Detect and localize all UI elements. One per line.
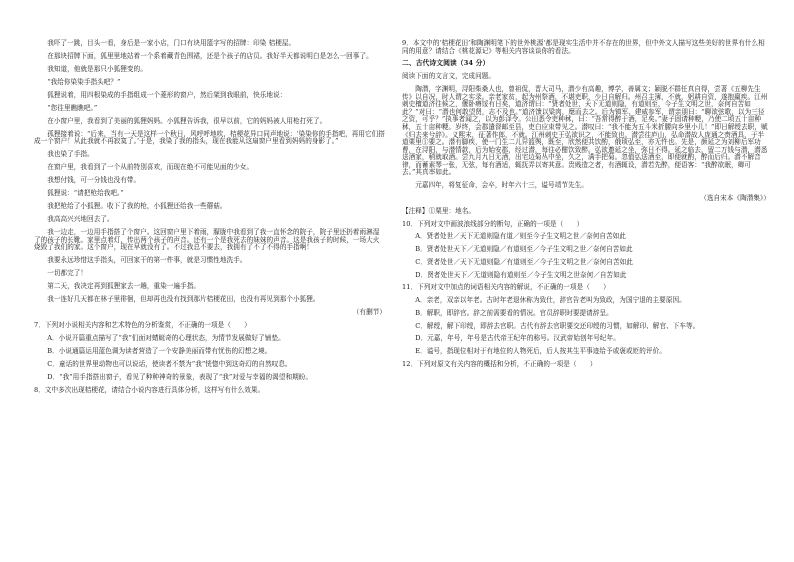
story-paragraph: 我吓了一跳，目头一看，身后是一家小店，门口有块用篮字写的招牌：印染 桔梗屋。 [47,39,296,47]
abridged-note: （有删节） [352,308,386,317]
left-column [34,40,386,400]
story-paragraph: 在那块招牌下面，狐里里地站着一个系着藏青色围裙，还是个孩子的店员。我好半天都说明白是怎么一回事了。 [47,51,373,60]
option-a: A．亲老，双亲以年老。古时年老退休称为致仕，辞官告老叫为致政，为国宁退的主要原因。 [415,296,686,305]
option-e: E．谥号，指现位相对于有地位的人物死后，后人按其生平事迹给予或褒或贬的评价。 [415,347,666,356]
option-a: A．贤者处世／天下无道则隐有道／则至今子生文明之世／奈何自苦如此 [415,232,626,241]
story-paragraph: 我知道，他就是那只小狐狸变的。 [47,64,147,73]
question-12: 12．下列对原文有关内容的概括和分析，不正确的一项是（ ） [402,359,597,368]
source-note: （选自宋本《陶潜集》） [700,194,770,202]
question-8: 8．文中多次出现桔梗花，请结合小说内容进行具体分析，这样写有什么效果。 [34,385,265,394]
story-paragraph: 在窗户里，我看到了一个从前特别喜欢，而现在绝不可能见面的少女。 [47,163,254,172]
question-11: 11．下列对文中加点的词语相关内容的解说，不正确的一项是（ ） [402,283,610,292]
option-d: D．贤者处世天下／无道则隐有道则至／今子生文明之世奈何／自苦如此 [415,270,627,279]
story-paragraph: “您往里瞧瞧吧。” [47,103,98,112]
reading-instruction: 阅读下面的文言文，完成问题。 [402,72,496,81]
option-c: C．解绶，解下印绶，即辞去官职。古代有辞去官职要交还印绶的习惯，如解印、解官、下车等。 [415,321,700,330]
option-b: B．小说通篇运用蓝色调为读者营造了一个安静美丽而带有忧伤的幻想之境。 [47,347,272,356]
story-paragraph: 我一连好几天都在林子里徘徊，但却再也没有找到那片桔梗花田，也没有再见到那个小狐狸。 [47,295,320,304]
option-c: C．贤者处世／天下无道则隐／有道则至／今子生文明之世／奈何自苦如此 [415,257,633,266]
question-10: 10．下列对文中画波浪线部分的断句，正确的一项是（ ） [402,219,584,228]
story-paragraph: 狐狸说着，用四根染成的手指组成一个菱形的窗户，然后架到我眼前，快乐地说： [47,90,287,99]
classical-passage-end: 元嘉四年，将复征命，会卒，时年六十三，谥号靖节先生。 [415,181,588,190]
question-9: 9．本文中的‘桔梗花田’和陶渊明笔下的世外桃源‘都是现实生活中并不存在的世界，但中外文人描写这些美好的世界有什么相同的用意？请结合《桃花源记》等相关内容谈谈你的看法。 [402,39,765,55]
story-paragraph: 我一边走，一边用手指搭了个窗户。这回窗户里下着雨，朦胧中我看到了我一直怀念的院子，院子里还扔着雨淋湿了的孩子的长靴。家里点着灯，传出两个孩子的声音。还有一个是我死去的妹妹的声音。这是我孩子的时候，一场大火烧毁了我们的家。这个窗户，现在早就没有了。不过我总不要去，我拥有了不了不得的手指啊！ [34,228,380,252]
option-a: A．小说开篇重点描写了“我”们面对蜻蜓奇的心理状态，为情节发展做好了铺垫。 [47,334,285,343]
story-paragraph: 第二天，我决定再到狐狸家去一趟，重染一遍手指。 [47,282,200,291]
option-b: B．贤者处世天下／无道则隐／有道则至／今子生文明之世／奈何自苦如此 [415,245,633,254]
story-paragraph: 我高高兴兴地回去了。 [47,215,114,224]
annotation: 【注释】①栗里：地名。 [402,206,476,215]
story-paragraph: 我要永远珍惜这手指头，可回家干的第一件事，就是习惯性地洗手。 [47,256,247,265]
option-d: D．元嘉，年号，年号是古代帝王纪年的称号。汉武帝始创年号纪年。 [415,334,620,343]
story-paragraph: 在小窗户里，我看到了美丽的狐狸妈妈。小狐狸告诉我，很早以前，它的妈妈被人用枪打死了。 [47,116,327,125]
story-paragraph: 狐狸说：“请把枪给我吧。” [47,189,124,198]
story-paragraph: 我想付钱，可一分钱也没有带。 [47,176,141,185]
right-column [402,40,770,374]
story-paragraph: 一切都完了！ [47,269,88,278]
story-paragraph: 孤狸接着说：“后来，当有一天是这样一个秋日，风呼呼地吹，桔梗花异口同声地说：‘染染你的手指吧，再用它们搭成一个窗户！从此我就不再寂寞了。’于是，我染了我的指头，现在我能从这扇窗户里看到妈妈的身影了。” [34,129,385,146]
classical-passage: 陶潜，字渊明，浔阳柴桑人也，曾祖侃，晋大司马，潜少有高趣，博学，善属文；颖脱不群任真自得，尝著《五柳先生传》以自况，时人谓之实录。亲老家贫，起为州祭酒，不堪吏职，少日自解归。州召主簿，不就，躬耕自资，遂抱羸疾。江州刺史檀道济往候之，偃卧瘠馁有日矣，道济谓曰：“贤者处世，天下无道则隐，有道则至，今子生文明之世，奈何自苦如此？”对曰：“潜也何敢望贤，志不及也。”道济馈以粱肉，麾而去之。后为镇军、建威参军，谓亲朋曰：“聊欲弦歌，以为三径之资，可乎？”执事者闻之，以为彭泽令。公田悉令吏种秫，曰：“吾常得醉于酒，足矣。”妻子固请种粳，乃使二顷五十亩种秫，五十亩种粳。岁终，会郡遣督邮至县，吏白应束带见之。潜叹曰：“我不能为五斗米折腰向乡里小儿！”即日解绶去职，赋《归去来兮辞》。义熙末，征著作郎，不就。江州刺史王弘欲识之，不能致也。潜尝往庐山，弘命潜故人庞通之赍酒具，于半道栗里①要之。潜有脚疾，使一门生二儿舁篮舆，既至，欣然便共饮酌，俄顷弘至，亦无忤也。先是，颜延之为刘柳后军功曹，在浔阳，与潜情款，后为始安郡，经过潜，每往必酣饮致醉。弘欲邀延之坐，弥日不得。延之临去，留二万钱与潜，潜悉送酒家，稍就取酒。尝九月九日无酒，出宅边菊丛中坐，久之，满手把菊。忽值弘送酒至，即便就酌，醉而后归。潜不解音律，而蓄素琴一张，无弦，每有酒适，辄抚弄以寄其意。贵贱造之者，有酒辄设，潜若先醉，便语客：“我醉欲眠，卿可去。”其真率如此。 [402,85,768,177]
section-heading: 二、古代诗文阅读（34 分） [402,59,490,68]
option-b: B．解职，即辞官。辞之前需要看的情况。官员辞职时要提请辞呈。 [415,308,613,317]
story-paragraph: 我把枪给了小狐狸。收下了我的枪，小狐狸还给我一些蘑菇。 [47,202,227,211]
story-paragraph: 我也染了手指。 [47,150,94,159]
option-d: D．“我”用手指搭出窗子，看见了种种神奇的景象，表现了“我”对爱与幸福的渴望和期盼。 [47,372,313,381]
question-7: 7．下列对小说相关内容和艺术特色的分析鉴赏，不正确的一项是（ ） [34,321,251,330]
story-paragraph: “我给你染染手指头吧？” [47,77,121,86]
option-c: C．童话的世界里动物也可以说话，使读者不禁为“我”恍惚中到这奇幻的自然叹息。 [47,360,292,369]
